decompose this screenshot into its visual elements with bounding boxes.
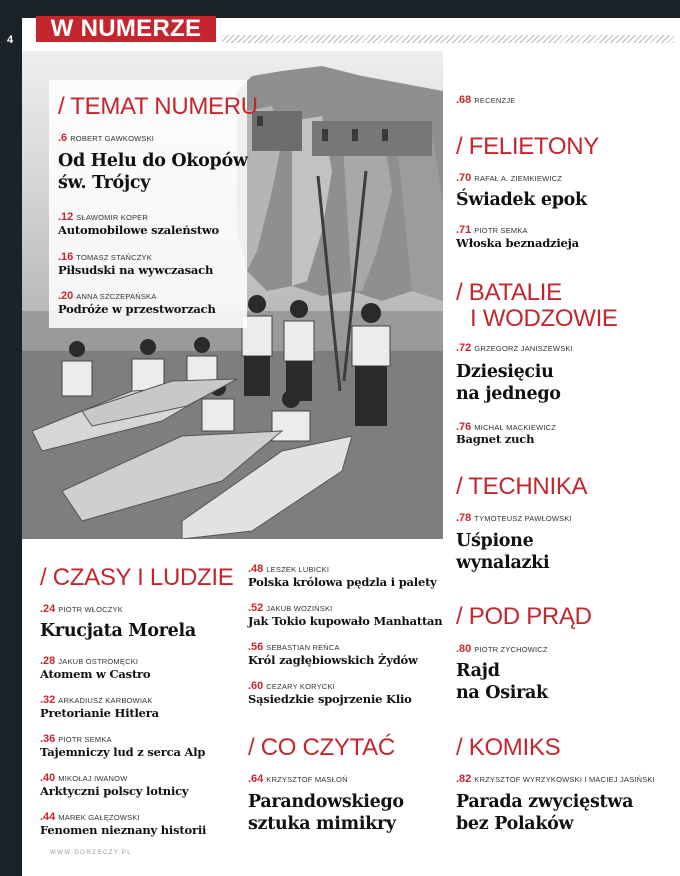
article-author: PIOTR ZYCHOWICZ — [474, 645, 548, 654]
article-page: .12 — [58, 211, 74, 223]
article-meta — [58, 211, 148, 223]
article-meta — [248, 773, 348, 785]
article-meta — [456, 342, 573, 354]
article-author: CEZARY KORYCKI — [266, 682, 335, 691]
article-page: .70 — [456, 172, 472, 184]
article-title[interactable]: Sąsiedzkie spojrzenie Klio — [248, 692, 412, 706]
article-author: JAKUB WOZIŃSKI — [266, 604, 333, 613]
article-meta — [58, 251, 152, 263]
article-meta — [40, 733, 112, 745]
article-author: LESZEK LUBICKI — [266, 565, 330, 574]
article-meta — [40, 811, 140, 823]
article-page: .28 — [40, 655, 56, 667]
article-page: .68 — [456, 94, 472, 106]
header-hatch-rule — [222, 35, 674, 43]
article-title[interactable]: Tajemniczy lud z serca Alp — [40, 745, 206, 759]
article-author: ANNA SZCZEPAŃSKA — [76, 292, 157, 301]
article-author: SŁAWOMIR KOPER — [76, 213, 148, 222]
article-author: TYMOTEUSZ PAWŁOWSKI — [474, 514, 572, 523]
article-page: .78 — [456, 512, 472, 524]
article-author: PIOTR SEMKA — [58, 735, 112, 744]
article-title[interactable]: Arktyczni polscy lotnicy — [40, 784, 189, 798]
article-title[interactable]: Pretorianie Hitlera — [40, 706, 159, 720]
article-author: ROBERT GAWKOWSKI — [70, 134, 155, 143]
article-author: PIOTR SEMKA — [474, 226, 528, 235]
article-title[interactable]: Polska królowa pędzla i palety — [248, 575, 437, 589]
article-meta — [58, 132, 154, 144]
article-title[interactable]: Uśpione wynalazki — [456, 531, 550, 573]
article-title[interactable]: Od Helu do Okopów św. Trójcy — [58, 151, 248, 193]
page-title: W NUMERZE — [50, 15, 202, 42]
left-bar — [0, 0, 22, 876]
article-author: MICHAŁ MACKIEWICZ — [474, 423, 557, 432]
section-title-komiks: / KOMIKS — [456, 734, 561, 761]
article-title[interactable]: Bagnet zuch — [456, 432, 535, 446]
article-page: .80 — [456, 643, 472, 655]
article-author: PIOTR WŁOCZYK — [58, 605, 123, 614]
article-title[interactable]: Król zagłębiowskich Żydów — [248, 653, 418, 667]
article-author: KRZYSZTOF WYRZYKOWSKI I MACIEJ JASIŃSKI — [474, 775, 655, 784]
article-page: .52 — [248, 602, 264, 614]
recenzje-meta — [456, 94, 515, 106]
section-title-temat-numeru: / TEMAT NUMERU — [58, 93, 258, 120]
article-page: .32 — [40, 694, 56, 706]
article-title[interactable]: Atomem w Castro — [40, 667, 151, 681]
article-title[interactable]: Podróże w przestworzach — [58, 302, 216, 316]
article-author: ARKADIUSZ KARBOWIAK — [58, 696, 153, 705]
article-meta — [58, 290, 156, 302]
article-meta — [40, 772, 128, 784]
article-author: MIKOŁAJ IWANOW — [58, 774, 128, 783]
article-meta — [40, 603, 123, 615]
article-author: KRZYSZTOF MASŁOŃ — [266, 775, 348, 784]
article-meta — [248, 602, 332, 614]
page-number: 4 — [6, 34, 14, 46]
article-author: MAREK GAŁĘZOWSKI — [58, 813, 140, 822]
article-meta — [40, 655, 138, 667]
section-title-czasy-i-ludzie: / CZASY I LUDZIE — [40, 564, 234, 591]
article-title[interactable]: Świadek epok — [456, 190, 587, 210]
article-page: .82 — [456, 773, 472, 785]
article-page: .64 — [248, 773, 264, 785]
article-meta — [456, 643, 548, 655]
article-title[interactable]: Parada zwycięstwa bez Polaków — [456, 792, 634, 834]
recenzje-label[interactable]: RECENZJE — [474, 96, 516, 105]
article-page: .6 — [58, 132, 68, 144]
article-author: JAKUB OSTROMĘCKI — [58, 657, 139, 666]
article-page: .20 — [58, 290, 74, 302]
article-page: .72 — [456, 342, 472, 354]
article-title[interactable]: Rajd na Osirak — [456, 661, 548, 703]
article-meta — [456, 172, 562, 184]
article-author: GRZEGORZ JANISZEWSKI — [474, 344, 573, 353]
section-title-pod-prad: / POD PRĄD — [456, 603, 592, 630]
article-title[interactable]: Włoska beznadzieja — [456, 236, 579, 250]
article-page: .48 — [248, 563, 264, 575]
article-title[interactable]: Jak Tokio kupowało Manhattan — [248, 614, 443, 628]
article-meta — [248, 680, 335, 692]
article-page: .36 — [40, 733, 56, 745]
article-page: .44 — [40, 811, 56, 823]
footer-site[interactable]: WWW.DORZECZY.PL — [50, 850, 133, 856]
section-title-felietony: / FELIETONY — [456, 133, 599, 160]
article-meta — [456, 224, 528, 236]
article-page: .60 — [248, 680, 264, 692]
article-title[interactable]: Piłsudski na wywczasach — [58, 263, 214, 277]
article-page: .16 — [58, 251, 74, 263]
article-meta — [40, 694, 153, 706]
article-title[interactable]: Parandowskiego sztuka mimikry — [248, 792, 404, 834]
article-title[interactable]: Automobilowe szaleństwo — [58, 223, 220, 237]
article-page: .24 — [40, 603, 56, 615]
section-title-co-czytac: / CO CZYTAĆ — [248, 734, 395, 761]
section-title-technika: / TECHNIKA — [456, 473, 588, 500]
article-page: .76 — [456, 421, 472, 433]
article-meta — [248, 641, 340, 653]
article-title[interactable]: Krucjata Morela — [40, 621, 196, 641]
article-meta — [456, 773, 655, 785]
article-meta — [456, 512, 572, 524]
article-title[interactable]: Dziesięciu na jednego — [456, 362, 561, 404]
article-title[interactable]: Fenomen nieznany historii — [40, 823, 207, 837]
article-author: TOMASZ STAŃCZYK — [76, 253, 152, 262]
article-page: .56 — [248, 641, 264, 653]
article-meta — [248, 563, 329, 575]
article-author: RAFAŁ A. ZIEMKIEWICZ — [474, 174, 563, 183]
article-page: .71 — [456, 224, 472, 236]
section-title-batalie: / BATALIE I WODZOWIE — [456, 279, 618, 332]
article-page: .40 — [40, 772, 56, 784]
article-author: SEBASTIAN REŃCA — [266, 643, 340, 652]
